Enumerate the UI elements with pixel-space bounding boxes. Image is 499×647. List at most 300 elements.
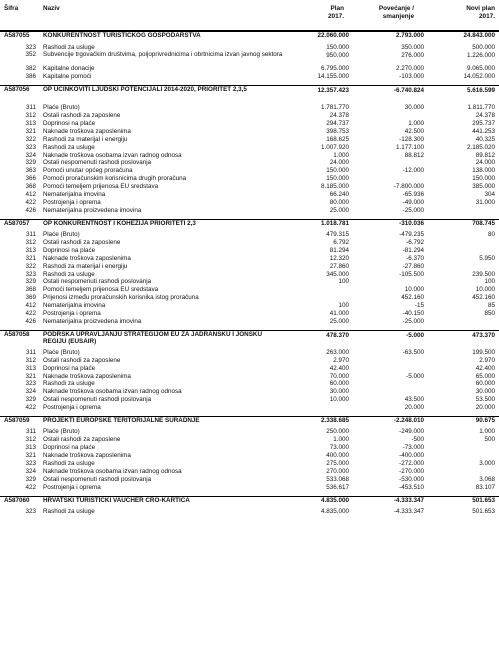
cell-change: 1.000 bbox=[408, 119, 424, 127]
item-row bbox=[0, 159, 499, 167]
cell-newplan: 850 bbox=[484, 310, 495, 318]
cell-code: 422 bbox=[25, 483, 36, 491]
cell-newplan: 1.000 bbox=[479, 428, 495, 436]
cell-code: 323 bbox=[25, 508, 36, 516]
cell-name: Postrojenja i oprema bbox=[43, 310, 101, 318]
cell-change: -5.000 bbox=[406, 331, 424, 339]
cell-name: Ostali nespomenuti rashodi poslovanja bbox=[43, 475, 152, 483]
cell-code: 323 bbox=[25, 270, 36, 278]
cell-name: Subvencije trgovačkim društvima, poljoprivrednicima i obrtnicima izvan javnog sektora bbox=[43, 51, 283, 59]
cell-newplan: 5.950 bbox=[479, 254, 495, 262]
cell-plan: 150.000 bbox=[326, 167, 349, 175]
cell-name: Ostali rashodi za zaposlene bbox=[43, 112, 121, 120]
cell-newplan: 500.000 bbox=[472, 43, 495, 51]
cell-change: -4.333.347 bbox=[393, 508, 424, 516]
cell-code: A587060 bbox=[4, 496, 30, 504]
cell-newplan: 24.378 bbox=[475, 112, 495, 120]
cell-change: -25.000 bbox=[402, 317, 424, 325]
cell-newplan: 53.500 bbox=[475, 396, 495, 404]
cell-code: 312 bbox=[25, 239, 36, 247]
cell-newplan: 9.065.000 bbox=[466, 65, 495, 73]
item-row bbox=[0, 460, 499, 468]
cell-change: -27.860 bbox=[402, 262, 424, 270]
cell-newplan: 304 bbox=[484, 190, 495, 198]
cell-newplan: 65.000 bbox=[475, 372, 495, 380]
cell-name: Ostali rashodi za zaposlene bbox=[43, 436, 121, 444]
cell-change: 350.000 bbox=[401, 43, 424, 51]
cell-name: Kapitalne donacije bbox=[43, 65, 95, 73]
cell-change: -6.740.824 bbox=[393, 87, 424, 95]
cell-code: 386 bbox=[25, 73, 36, 81]
item-row bbox=[0, 263, 499, 271]
cell-newplan: 385.000 bbox=[472, 183, 495, 191]
item-row bbox=[0, 73, 499, 81]
header-change-line2: smanjenje bbox=[382, 13, 414, 20]
table-header bbox=[0, 0, 499, 31]
cell-newplan: 20.000 bbox=[475, 404, 495, 412]
cell-name: Doprinosi na plaće bbox=[43, 246, 96, 254]
cell-change: -270.000 bbox=[399, 467, 424, 475]
cell-plan: 150.000 bbox=[326, 43, 349, 51]
cell-name: PROJEKTI EUROPSKE TERITORIJALNE SURADNJE bbox=[43, 416, 200, 424]
cell-newplan: 100 bbox=[484, 278, 495, 286]
cell-plan: 1.007.920 bbox=[320, 143, 349, 151]
item-row bbox=[0, 468, 499, 476]
group-spacer bbox=[0, 516, 499, 520]
cell-plan: 150.000 bbox=[326, 175, 349, 183]
cell-change: -40.150 bbox=[402, 310, 424, 318]
cell-change: -6.370 bbox=[406, 254, 424, 262]
cell-newplan: 1.226.000 bbox=[466, 52, 495, 60]
cell-code: 324 bbox=[25, 388, 36, 396]
item-row bbox=[0, 380, 499, 388]
cell-plan: 22.060.000 bbox=[317, 32, 349, 39]
cell-code: 412 bbox=[25, 190, 36, 198]
cell-plan: 345.000 bbox=[326, 270, 349, 278]
cell-name: Doprinosi na plaće bbox=[43, 119, 96, 127]
item-row bbox=[0, 373, 499, 381]
cell-newplan: 3.000 bbox=[479, 460, 495, 468]
cell-change: 88.812 bbox=[404, 151, 424, 159]
cell-code: 422 bbox=[25, 198, 36, 206]
header-name: Naziv bbox=[43, 5, 60, 12]
cell-code: 321 bbox=[25, 452, 36, 460]
cell-code: 323 bbox=[25, 43, 36, 51]
cell-code: A587057 bbox=[4, 219, 30, 227]
item-row bbox=[0, 65, 499, 73]
cell-plan: 1.000 bbox=[333, 436, 349, 444]
cell-code: A587055 bbox=[4, 32, 30, 39]
cell-newplan: 31.000 bbox=[475, 198, 495, 206]
item-row bbox=[0, 452, 499, 460]
cell-plan: 6.795.000 bbox=[320, 65, 349, 73]
cell-name: Ostali nespomenuti rashodi poslovanja bbox=[43, 396, 152, 404]
cell-plan: 12.320 bbox=[329, 254, 349, 262]
cell-newplan: 452.160 bbox=[472, 294, 495, 302]
item-row bbox=[0, 112, 499, 120]
item-row bbox=[0, 484, 499, 492]
cell-newplan: 295.737 bbox=[472, 119, 495, 127]
item-row bbox=[0, 365, 499, 373]
cell-change: 20.000 bbox=[404, 404, 424, 412]
cell-plan: 270.000 bbox=[326, 467, 349, 475]
cell-plan: 398.753 bbox=[326, 127, 349, 135]
group-row bbox=[0, 330, 499, 349]
cell-newplan: 90.675 bbox=[475, 416, 495, 424]
cell-plan: 24.378 bbox=[329, 112, 349, 120]
item-row bbox=[0, 120, 499, 128]
cell-code: 352 bbox=[25, 51, 36, 59]
cell-newplan: 40.325 bbox=[475, 135, 495, 143]
cell-change: -15 bbox=[414, 302, 424, 310]
header-plan-line2: 2017. bbox=[328, 13, 344, 20]
cell-code: A587059 bbox=[4, 416, 30, 424]
cell-code: 313 bbox=[25, 444, 36, 452]
item-row bbox=[0, 51, 499, 65]
cell-newplan: 441.253 bbox=[472, 127, 495, 135]
cell-code: A587056 bbox=[4, 86, 30, 94]
cell-plan: 80.000 bbox=[329, 198, 349, 206]
cell-newplan: 199.500 bbox=[472, 348, 495, 356]
cell-code: 329 bbox=[25, 278, 36, 286]
cell-name: Plaće (Bruto) bbox=[43, 231, 80, 239]
cell-plan: 100 bbox=[338, 302, 349, 310]
cell-name: Pomoći temeljem prijenosa EU sredstava bbox=[43, 183, 159, 191]
cell-name: Pomoći temeljem prijenosa EU sredstava bbox=[43, 286, 159, 294]
cell-plan: 73.000 bbox=[329, 444, 349, 452]
item-row bbox=[0, 191, 499, 199]
cell-plan: 4.835.000 bbox=[320, 496, 349, 504]
cell-code: 322 bbox=[25, 135, 36, 143]
cell-plan: 478.370 bbox=[326, 331, 349, 339]
cell-name: Nematerijalna imovina bbox=[43, 302, 106, 310]
item-row bbox=[0, 231, 499, 239]
cell-change: -453.510 bbox=[399, 483, 424, 491]
cell-change: -310.036 bbox=[399, 219, 424, 227]
cell-plan: 1.000 bbox=[333, 151, 349, 159]
cell-name: Plaće (Bruto) bbox=[43, 348, 80, 356]
cell-newplan: 60.000 bbox=[475, 380, 495, 388]
cell-code: 321 bbox=[25, 372, 36, 380]
cell-name: Plaće (Bruto) bbox=[43, 104, 80, 112]
item-row bbox=[0, 294, 499, 302]
item-row bbox=[0, 239, 499, 247]
cell-newplan: 2.970 bbox=[479, 356, 495, 364]
cell-plan: 2.338.685 bbox=[320, 416, 349, 424]
cell-plan: 100 bbox=[338, 278, 349, 286]
cell-code: 329 bbox=[25, 159, 36, 167]
cell-name: Nematerijalna imovina bbox=[43, 190, 106, 198]
cell-change: -103.000 bbox=[399, 73, 424, 81]
cell-newplan: 473.370 bbox=[472, 331, 495, 339]
cell-plan: 275.000 bbox=[326, 460, 349, 468]
cell-code: 368 bbox=[25, 183, 36, 191]
cell-name: Naknade troškova osobama izvan radnog odnosa bbox=[43, 467, 182, 475]
cell-name: Naknade troškova zaposlenima bbox=[43, 254, 131, 262]
cell-newplan: 80 bbox=[487, 231, 495, 239]
cell-plan: 536.617 bbox=[326, 483, 349, 491]
cell-plan: 25.000 bbox=[329, 317, 349, 325]
cell-name: Prijenosi između proračunskih korisnika istog proračuna bbox=[43, 294, 199, 302]
cell-code: 312 bbox=[25, 112, 36, 120]
cell-newplan: 5.616.599 bbox=[466, 87, 495, 95]
cell-plan: 1.018.781 bbox=[320, 219, 349, 227]
item-row bbox=[0, 183, 499, 191]
cell-code: 324 bbox=[25, 467, 36, 475]
item-row bbox=[0, 44, 499, 52]
item-row bbox=[0, 104, 499, 112]
cell-code: 368 bbox=[25, 286, 36, 294]
cell-code: 323 bbox=[25, 380, 36, 388]
cell-plan: 42.400 bbox=[329, 364, 349, 372]
item-row bbox=[0, 271, 499, 279]
cell-code: 311 bbox=[25, 231, 36, 239]
cell-change: 30.000 bbox=[404, 104, 424, 112]
cell-change: -249.000 bbox=[399, 428, 424, 436]
cell-change: 2.793.000 bbox=[395, 32, 424, 39]
cell-code: 422 bbox=[25, 404, 36, 412]
cell-name: Naknade troškova zaposlenima bbox=[43, 127, 131, 135]
cell-code: 321 bbox=[25, 127, 36, 135]
cell-code: A587058 bbox=[4, 330, 30, 338]
item-row bbox=[0, 349, 499, 357]
cell-plan: 4.835.000 bbox=[320, 508, 349, 516]
cell-change: 42.500 bbox=[404, 127, 424, 135]
cell-change: -500 bbox=[411, 436, 424, 444]
cell-name: Kapitalne pomoći bbox=[43, 73, 92, 81]
cell-change: -7.800.000 bbox=[393, 183, 424, 191]
cell-change: -49.000 bbox=[402, 198, 424, 206]
cell-plan: 60.000 bbox=[329, 380, 349, 388]
cell-plan: 400.000 bbox=[326, 452, 349, 460]
item-row bbox=[0, 302, 499, 310]
cell-code: 311 bbox=[25, 428, 36, 436]
cell-change: -65.936 bbox=[402, 190, 424, 198]
cell-code: 366 bbox=[25, 175, 36, 183]
cell-name: OP UČINKOVITI LJUDSKI POTENCIJALI 2014-2020, PRIORITET 2,3,5 bbox=[43, 86, 247, 94]
item-row bbox=[0, 136, 499, 144]
cell-newplan: 239.500 bbox=[472, 270, 495, 278]
cell-plan: 263.000 bbox=[326, 348, 349, 356]
cell-code: 311 bbox=[25, 348, 36, 356]
cell-newplan: 24.000 bbox=[475, 159, 495, 167]
cell-change: -530.000 bbox=[399, 475, 424, 483]
item-row bbox=[0, 199, 499, 207]
cell-change: 276.000 bbox=[401, 52, 424, 60]
item-row bbox=[0, 152, 499, 160]
cell-newplan: 14.052.000 bbox=[463, 73, 495, 81]
cell-name: Ostali rashodi za zaposlene bbox=[43, 356, 121, 364]
cell-name: Rashodi za usluge bbox=[43, 380, 95, 388]
cell-plan: 14.155.000 bbox=[317, 73, 349, 81]
cell-newplan: 150.000 bbox=[472, 175, 495, 183]
cell-code: 312 bbox=[25, 356, 36, 364]
header-plan bbox=[328, 5, 344, 21]
cell-change: -81.294 bbox=[402, 246, 424, 254]
cell-newplan: 2.185.020 bbox=[466, 143, 495, 151]
cell-name: Postrojenja i oprema bbox=[43, 404, 101, 412]
cell-name: PODRŠKA UPRAVLJANJU STRATEGIJOM EU ZA JADRANSKU I JONSKU REGIJU (EUSAIR) bbox=[43, 330, 263, 346]
cell-code: 311 bbox=[25, 104, 36, 112]
group-row bbox=[0, 31, 499, 44]
cell-code: 382 bbox=[25, 65, 36, 73]
cell-code: 412 bbox=[25, 302, 36, 310]
cell-change: 1.177.100 bbox=[395, 143, 424, 151]
cell-code: 323 bbox=[25, 143, 36, 151]
cell-newplan: 30.000 bbox=[475, 388, 495, 396]
cell-plan: 81.294 bbox=[329, 246, 349, 254]
cell-code: 329 bbox=[25, 396, 36, 404]
cell-name: Naknade troškova osobama izvan radnog odnosa bbox=[43, 151, 182, 159]
cell-name: KONKURENTNOST TURISTIČKOG GOSPODARSTVA bbox=[43, 32, 201, 39]
cell-name: Rashodi za usluge bbox=[43, 43, 95, 51]
cell-newplan: 501.653 bbox=[472, 508, 495, 516]
cell-code: 313 bbox=[25, 119, 36, 127]
cell-code: 313 bbox=[25, 246, 36, 254]
cell-change: 43.500 bbox=[404, 396, 424, 404]
cell-name: Rashodi za usluge bbox=[43, 270, 95, 278]
cell-plan: 25.000 bbox=[329, 206, 349, 214]
header-code: Šifra bbox=[4, 5, 19, 12]
item-row bbox=[0, 167, 499, 175]
cell-name: Nematerijalna proizvedena imovina bbox=[43, 206, 142, 214]
group-row bbox=[0, 85, 499, 104]
item-row bbox=[0, 428, 499, 436]
cell-newplan: 708.745 bbox=[472, 219, 495, 227]
cell-plan: 12.357.423 bbox=[317, 87, 349, 95]
cell-change: 452.160 bbox=[401, 294, 424, 302]
cell-change: 2.270.000 bbox=[395, 65, 424, 73]
item-row bbox=[0, 144, 499, 152]
cell-newplan: 42.400 bbox=[475, 364, 495, 372]
cell-name: OP KONKURENTNOST I KOHEZIJA PRIORITETI 2,3 bbox=[43, 219, 196, 227]
cell-change: -272.000 bbox=[399, 460, 424, 468]
item-row bbox=[0, 476, 499, 484]
cell-change: -4.333.347 bbox=[393, 496, 424, 504]
cell-name: Rashodi za materijal i energiju bbox=[43, 135, 128, 143]
cell-plan: 10.000 bbox=[329, 396, 349, 404]
cell-change: -25.000 bbox=[402, 206, 424, 214]
item-row bbox=[0, 396, 499, 404]
cell-name: Rashodi za usluge bbox=[43, 460, 95, 468]
cell-code: 324 bbox=[25, 151, 36, 159]
cell-name: Naknade troškova zaposlenima bbox=[43, 372, 131, 380]
cell-plan: 24.000 bbox=[329, 159, 349, 167]
cell-plan: 168.625 bbox=[326, 135, 349, 143]
cell-code: 323 bbox=[25, 460, 36, 468]
cell-name: HRVATSKI TURISTIČKI VAUCHER CRO-KARTICA bbox=[43, 496, 190, 504]
cell-newplan: 1.811.770 bbox=[467, 104, 495, 112]
cell-change: -63.500 bbox=[402, 348, 424, 356]
cell-plan: 479.315 bbox=[326, 231, 349, 239]
group-row bbox=[0, 496, 499, 509]
cell-code: 363 bbox=[25, 167, 36, 175]
cell-plan: 950.000 bbox=[326, 52, 349, 60]
cell-code: 313 bbox=[25, 364, 36, 372]
item-row bbox=[0, 207, 499, 215]
group-row bbox=[0, 416, 499, 429]
cell-plan: 66.240 bbox=[329, 190, 349, 198]
item-row bbox=[0, 436, 499, 444]
cell-plan: 30.000 bbox=[329, 388, 349, 396]
cell-code: 321 bbox=[25, 254, 36, 262]
cell-change: -2.248.010 bbox=[393, 416, 424, 424]
cell-plan: 6.792 bbox=[333, 239, 349, 247]
cell-newplan: 24.843.000 bbox=[463, 32, 495, 39]
cell-name: Naknade troškova zaposlenima bbox=[43, 452, 131, 460]
cell-name: Nematerijalna proizvedena imovina bbox=[43, 317, 142, 325]
cell-change: -128.300 bbox=[399, 135, 424, 143]
table-body bbox=[0, 31, 499, 520]
cell-newplan: 501.653 bbox=[472, 496, 495, 504]
header-plan-line1: Plan bbox=[330, 5, 344, 12]
cell-name: Rashodi za usluge bbox=[43, 143, 95, 151]
cell-newplan: 138.000 bbox=[472, 167, 495, 175]
cell-code: 422 bbox=[25, 310, 36, 318]
header-change bbox=[344, 5, 414, 21]
item-row bbox=[0, 310, 499, 318]
cell-name: Doprinosi na plaće bbox=[43, 364, 96, 372]
cell-newplan: 10.000 bbox=[475, 286, 495, 294]
cell-name: Postrojenja i oprema bbox=[43, 198, 101, 206]
cell-code: 369 bbox=[25, 294, 36, 302]
cell-newplan: 3.068 bbox=[479, 475, 495, 483]
cell-name: Pomoći proračunskim korisnicima drugih proračuna bbox=[43, 175, 187, 183]
item-row bbox=[0, 508, 499, 516]
cell-plan: 294.737 bbox=[326, 119, 349, 127]
cell-name: Rashodi za usluge bbox=[43, 508, 95, 516]
cell-newplan: 500 bbox=[484, 436, 495, 444]
cell-code: 426 bbox=[25, 317, 36, 325]
item-row bbox=[0, 318, 499, 326]
cell-change: -105.500 bbox=[399, 270, 424, 278]
cell-name: Ostali nespomenuti rashodi poslovanja bbox=[43, 278, 152, 286]
cell-plan: 2.970 bbox=[333, 356, 349, 364]
group-row bbox=[0, 219, 499, 232]
cell-change: 10.000 bbox=[404, 286, 424, 294]
cell-change: -400.000 bbox=[399, 452, 424, 460]
header-newplan-line2: 2017. bbox=[479, 13, 495, 20]
cell-plan: 8.185.000 bbox=[320, 183, 349, 191]
cell-change: -5.000 bbox=[406, 372, 424, 380]
cell-newplan: 85 bbox=[487, 302, 495, 310]
cell-code: 329 bbox=[25, 475, 36, 483]
header-newplan-line1: Novi plan bbox=[466, 5, 495, 12]
cell-name: Rashodi za materijal i energiju bbox=[43, 262, 128, 270]
cell-change: -73.000 bbox=[402, 444, 424, 452]
cell-code: 426 bbox=[25, 206, 36, 214]
cell-newplan: 83.107 bbox=[475, 483, 495, 491]
item-row bbox=[0, 278, 499, 286]
header-change-line1: Povećanje / bbox=[378, 5, 414, 12]
cell-name: Ostali rashodi za zaposlene bbox=[43, 239, 121, 247]
cell-newplan: 89.812 bbox=[475, 151, 495, 159]
cell-code: 322 bbox=[25, 262, 36, 270]
item-row bbox=[0, 128, 499, 136]
item-row bbox=[0, 175, 499, 183]
cell-plan: 533.068 bbox=[326, 475, 349, 483]
cell-plan: 41.000 bbox=[329, 310, 349, 318]
cell-name: Naknade troškova osobama izvan radnog odnosa bbox=[43, 388, 182, 396]
cell-name: Pomoći unutar općeg proračuna bbox=[43, 167, 133, 175]
cell-name: Postrojenja i oprema bbox=[43, 483, 101, 491]
cell-name: Ostali nespomenuti rashodi poslovanja bbox=[43, 159, 152, 167]
item-row bbox=[0, 404, 499, 412]
item-row bbox=[0, 444, 499, 452]
cell-change: -12.000 bbox=[402, 167, 424, 175]
cell-plan: 70.000 bbox=[329, 372, 349, 380]
cell-change: -6.792 bbox=[406, 239, 424, 247]
